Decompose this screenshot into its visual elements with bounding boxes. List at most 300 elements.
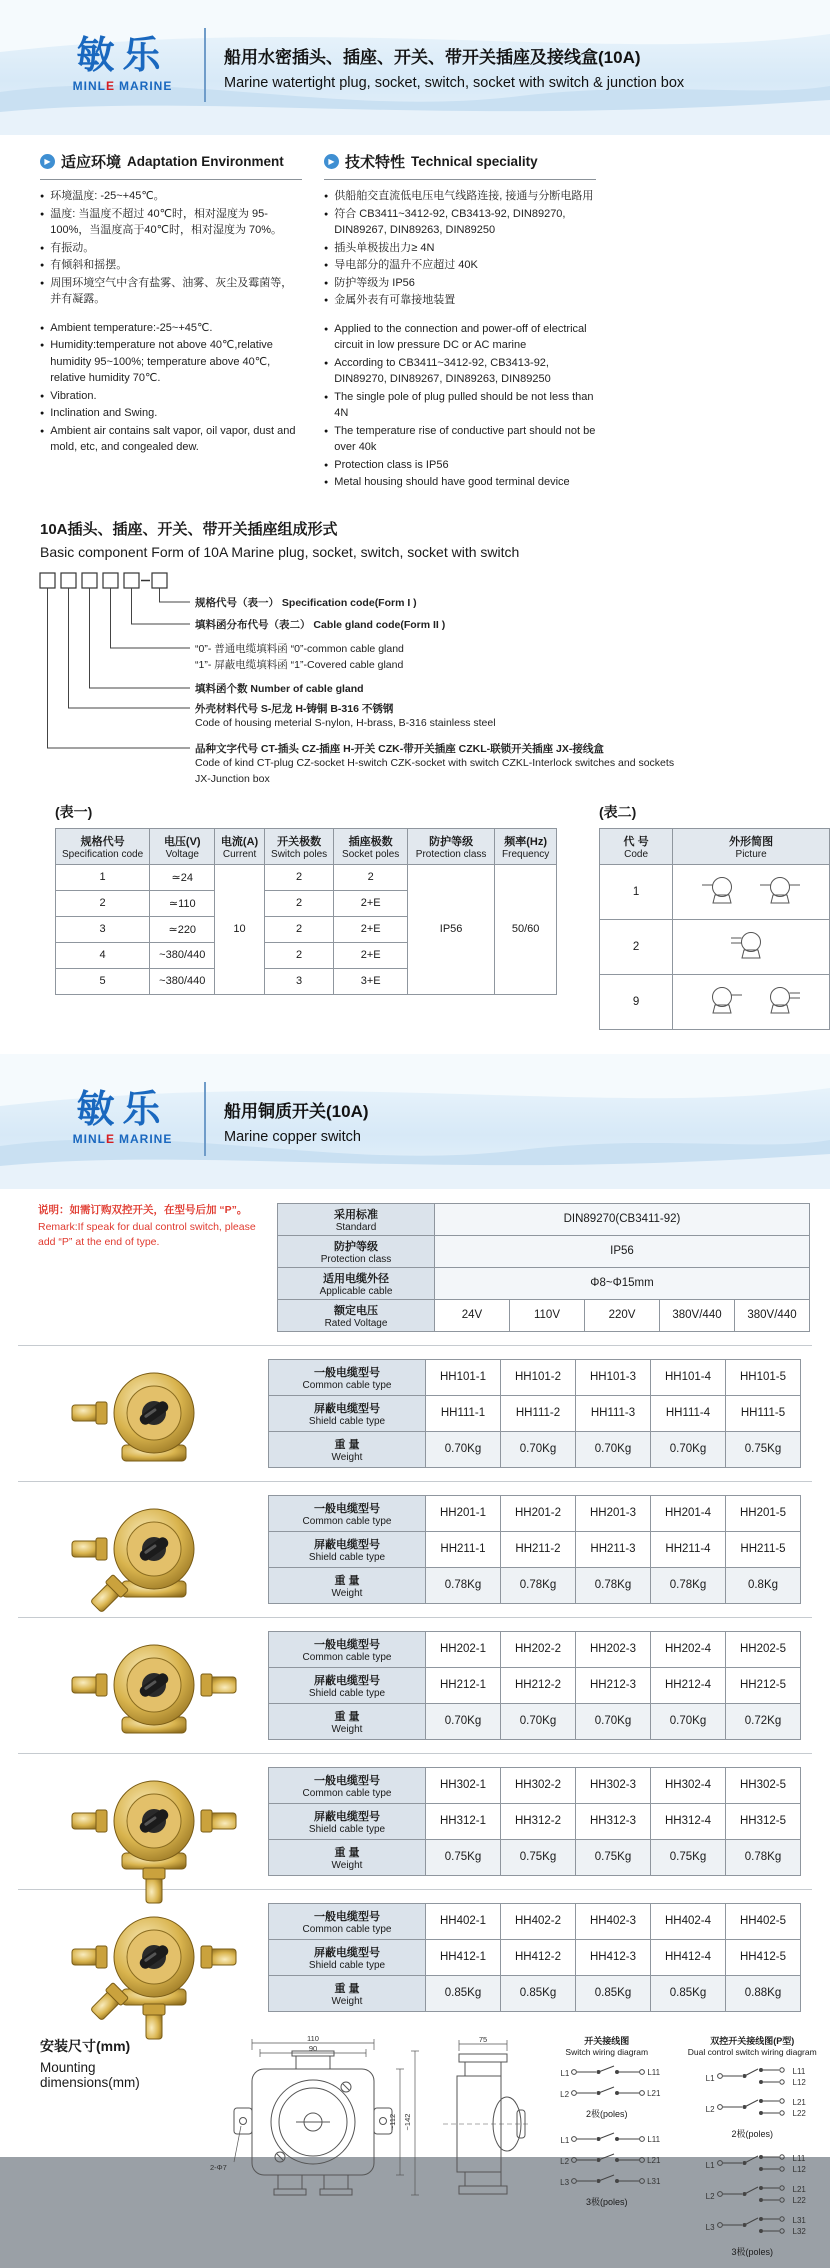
frequency-cell: 50/60	[495, 864, 557, 994]
gland-code-cell: 2	[599, 919, 672, 974]
product-image	[40, 1769, 268, 1873]
row-label-cell	[269, 1531, 426, 1567]
product-photo	[61, 1905, 247, 2009]
bullet-dot-icon: ●	[324, 297, 329, 304]
play-circle-icon: ▶	[40, 154, 55, 169]
row-label-cn: 一般电缆型号	[314, 1638, 380, 1651]
form1-caption: (表一)	[55, 803, 93, 820]
pole-input-label: L2	[560, 2156, 570, 2166]
voltage-cell: ~380/440	[150, 942, 215, 968]
model-value-cell: 0.78Kg	[576, 1567, 651, 1603]
bullet-text: The temperature rise of conductive part should not be over 40k	[334, 424, 596, 453]
bullet-dot-icon: ●	[324, 193, 329, 200]
product-table-row	[269, 1359, 801, 1395]
model-value-cell: HH402-1	[426, 1903, 501, 1939]
pole-output-label: L31	[647, 2176, 661, 2186]
wiring-pole-row	[543, 2172, 670, 2193]
gland-layout-icon	[699, 982, 745, 1018]
gland-picture-cell	[673, 919, 830, 974]
logo-cn-text: 敏乐	[76, 1088, 169, 1131]
mounting-title-en: Mounting dimensions(mm)	[40, 2059, 140, 2090]
spec-label-cell	[278, 1203, 435, 1235]
row-label-cell	[269, 1839, 426, 1875]
form1-table	[55, 828, 557, 995]
composition-section	[40, 518, 830, 560]
row-label-en: Shield cable type	[308, 1415, 386, 1427]
product-photo	[61, 1633, 247, 1737]
model-value-cell: 0.85Kg	[651, 1975, 726, 2011]
spec-label-cn: 采用标准	[334, 1208, 378, 1221]
model-value-cell: 0.70Kg	[651, 1703, 726, 1739]
spec-row	[278, 1203, 810, 1235]
model-value-cell: HH212-3	[576, 1667, 651, 1703]
switch-pole-symbol	[569, 2063, 647, 2079]
wiring-pole-row	[680, 2094, 824, 2125]
bullet-text: According to CB3411~3412-92, CB3413-92, DIN89270, DIN89267, DIN89263, DIN89250	[334, 356, 551, 385]
spec-code-cell: 3	[56, 916, 150, 942]
product-table-row	[269, 1903, 801, 1939]
switch-wiring-diagram	[543, 2034, 670, 2218]
pole-output-label: L22	[792, 2109, 806, 2118]
pole-output-label: L11	[792, 2154, 806, 2164]
bullet-dot-icon: ●	[324, 393, 329, 401]
bullet-item	[40, 405, 302, 422]
model-value-cell: HH402-4	[651, 1903, 726, 1939]
pole-symbol	[715, 2094, 793, 2125]
form1-header-row	[56, 828, 557, 864]
dual-wiring-title-cn: 双控开关接线图(P型)	[710, 2035, 795, 2046]
bullet-dot-icon: ●	[324, 262, 329, 269]
order-remark	[38, 1203, 270, 1251]
mounting-section	[0, 2012, 830, 2268]
model-value-cell: HH201-5	[726, 1495, 801, 1531]
pole-symbol	[569, 2130, 647, 2151]
switch-pole-symbol	[569, 2172, 647, 2188]
row-label-cell	[269, 1395, 426, 1431]
row-label-cell	[269, 1803, 426, 1839]
adaptation-heading-en: Adaptation Environment	[127, 154, 284, 169]
model-value-cell: HH111-3	[576, 1395, 651, 1431]
row-label-cn: 一般电缆型号	[314, 1774, 380, 1787]
voltage-cell: ≃24	[150, 864, 215, 890]
header-en: Code	[624, 848, 649, 860]
adaptation-section	[40, 151, 302, 492]
pole-input-label: L2	[705, 2191, 715, 2201]
product-table-row	[269, 1495, 801, 1531]
bullet-item	[324, 321, 596, 354]
dual-switch-pole-symbol	[715, 2181, 793, 2207]
adaptation-heading	[40, 151, 302, 180]
header-cn: 电流(A)	[220, 835, 259, 848]
socket-poles-cell: 2+E	[334, 916, 407, 942]
socket-poles-cell: 2+E	[334, 942, 407, 968]
row-label-cell	[269, 1431, 426, 1467]
product-table-row	[269, 1631, 801, 1667]
model-value-cell: 0.70Kg	[576, 1703, 651, 1739]
bullet-dot-icon: ●	[40, 244, 45, 252]
dim-side-width: 75	[478, 2034, 488, 2044]
row-label-cn: 屏蔽电缆型号	[314, 1810, 380, 1823]
row-label-cell	[269, 1767, 426, 1803]
model-value-cell: HH101-1	[426, 1359, 501, 1395]
dim-outer-width: 110	[307, 2033, 320, 2043]
spec-code-cell: 4	[56, 942, 150, 968]
composition-title-cn: 10A插头、插座、开关、带开关插座组成形式	[40, 520, 338, 538]
technical-list-en	[324, 321, 596, 491]
pole-output-label: L11	[792, 2067, 806, 2077]
model-value-cell: 0.85Kg	[501, 1975, 576, 2011]
product-table-row	[269, 1839, 801, 1875]
model-value-cell: HH111-1	[426, 1395, 501, 1431]
bullet-dot-icon: ●	[40, 427, 45, 435]
spec-value-cell: DIN89270(CB3411-92)	[435, 1203, 810, 1235]
logo-en-part1: MINL	[72, 1132, 106, 1147]
remark-en: Remark:If speak for dual control switch, please add “P” at the end of type.	[38, 1220, 256, 1248]
bullet-text: The single pole of plug pulled should be not less than 4N	[334, 390, 594, 419]
switch-poles-cell: 3	[264, 968, 334, 994]
bullet-item	[324, 240, 596, 257]
bullet-dot-icon: ●	[40, 324, 45, 332]
spec-label-cell	[278, 1299, 435, 1331]
code-label: JX-Junction box	[195, 772, 270, 785]
socket-poles-cell: 2	[334, 864, 407, 890]
switch-wiring-groups	[543, 2063, 670, 2208]
logo-en-part2: MARINE	[119, 78, 173, 93]
spec-label-cn: 适用电缆外径	[323, 1272, 389, 1285]
code-label: 规格代号（表一） Specification code(Form I )	[195, 596, 417, 609]
dim-body-height: ~112	[388, 2113, 398, 2130]
code-label: Code of kind CT-plug CZ-socket H-switch CZK-socket with switch CZKL-Interlock switches and sockets	[195, 756, 675, 769]
row-label-cell	[269, 1631, 426, 1667]
switch-pole-symbol	[569, 2084, 647, 2100]
separator-line	[18, 1617, 812, 1618]
wiring-group	[543, 2130, 670, 2208]
model-value-cell: HH211-5	[726, 1531, 801, 1567]
dual-switch-pole-symbol	[715, 2212, 793, 2238]
model-value-cell: HH101-4	[651, 1359, 726, 1395]
wiring-group	[543, 2063, 670, 2120]
header-en: Specification code	[62, 848, 144, 860]
product-table	[268, 1631, 801, 1740]
pole-symbol	[715, 2150, 793, 2181]
dim-inner-width: 90	[308, 2043, 318, 2053]
row-label-en: Common cable type	[302, 1379, 392, 1391]
bullet-item	[40, 206, 302, 239]
spec-label-en: Standard	[335, 1221, 377, 1233]
form2-row	[599, 864, 829, 919]
row-label-cn: 一般电缆型号	[314, 1366, 380, 1379]
spec-label-en: Protection class	[320, 1253, 392, 1265]
model-value-cell: HH312-2	[501, 1803, 576, 1839]
page1-title-en: Marine watertight plug, socket, switch, socket with switch & junction box	[224, 75, 685, 91]
spec-label-cell	[278, 1267, 435, 1299]
brand-logo	[55, 1088, 190, 1147]
product-image	[40, 1633, 268, 1737]
wiring-pole-row	[543, 2084, 670, 2105]
pole-output-label: L32	[792, 2227, 806, 2236]
pole-count-label: 2极(poles)	[585, 2108, 628, 2119]
model-value-cell: 0.78Kg	[726, 1839, 801, 1875]
bullet-item	[40, 320, 302, 337]
socket-poles-cell: 3+E	[334, 968, 407, 994]
model-value-cell: HH101-5	[726, 1359, 801, 1395]
header-cn: 规格代号	[80, 835, 125, 848]
row-label-en: Shield cable type	[308, 1959, 386, 1971]
technical-heading-en: Technical speciality	[411, 154, 538, 169]
product-block	[0, 1495, 830, 1604]
pole-output-label: L12	[792, 2078, 806, 2087]
pole-output-label: L21	[647, 2088, 661, 2098]
pole-count-label: 2极(poles)	[731, 2128, 773, 2139]
rated-voltage-cell: 380V/440	[660, 1299, 735, 1331]
mounting-heading	[40, 2034, 198, 2090]
form-tables	[55, 802, 830, 1030]
spec-label-cn: 防护等级	[334, 1240, 378, 1253]
form1-row	[56, 864, 557, 890]
bullet-item	[40, 423, 302, 456]
adaptation-list-en	[40, 320, 302, 456]
gland-layout-icon	[757, 982, 803, 1018]
product-table-row	[269, 1703, 801, 1739]
pole-input-label: L1	[705, 2160, 715, 2170]
model-value-cell: HH412-4	[651, 1939, 726, 1975]
form1-header-cell	[56, 828, 150, 864]
bullet-item	[40, 257, 302, 274]
product-table	[268, 1903, 801, 2012]
product-image	[40, 1905, 268, 2009]
header-cn: 电压(V)	[163, 835, 201, 848]
remark-cn: 说明：如需订购双控开关，在型号后加 “P”。	[38, 1203, 248, 1216]
pole-output-labels	[647, 2068, 660, 2079]
separator-line	[18, 1889, 812, 1890]
pole-symbol	[569, 2063, 647, 2084]
bullet-dot-icon: ●	[324, 461, 329, 469]
product-table-row	[269, 1939, 801, 1975]
pole-output-labels	[793, 2067, 806, 2089]
row-label-cn: 一般电缆型号	[314, 1502, 380, 1515]
spec-label-cn: 额定电压	[334, 1304, 378, 1317]
model-value-cell: HH111-4	[651, 1395, 726, 1431]
wiring-pole-row	[543, 2063, 670, 2084]
header-cn: 防护等级	[429, 835, 474, 848]
rated-voltage-cell: 24V	[435, 1299, 510, 1331]
product-block	[0, 1903, 830, 2012]
model-value-cell: HH412-3	[576, 1939, 651, 1975]
pole-output-label: L21	[792, 2098, 806, 2108]
model-value-cell: 0.75Kg	[426, 1839, 501, 1875]
mounting-title-cn: 安装尺寸(mm)	[40, 2037, 131, 2054]
adaptation-list-cn	[40, 188, 302, 308]
product-list	[0, 1359, 830, 2012]
pole-output-label: L31	[792, 2216, 806, 2226]
bullet-text: 有振动。	[50, 241, 95, 254]
spec-row	[278, 1267, 810, 1299]
technical-heading	[324, 151, 596, 180]
dim-holes: 2-Φ7	[210, 2162, 227, 2172]
row-label-cn: 重 量	[334, 1982, 360, 1995]
wiring-pole-row	[680, 2063, 824, 2094]
bullet-dot-icon: ●	[40, 262, 45, 269]
form1-header-cell	[495, 828, 557, 864]
header-cn: 外形简图	[729, 835, 774, 848]
bullet-item	[324, 474, 596, 491]
form2-row	[599, 919, 829, 974]
product-table-row	[269, 1803, 801, 1839]
brand-logo	[55, 37, 190, 93]
bullet-dot-icon: ●	[324, 427, 329, 435]
header-en: Switch poles	[271, 848, 328, 860]
spec-label-cell	[278, 1235, 435, 1267]
model-value-cell: 0.70Kg	[426, 1703, 501, 1739]
pole-symbol	[569, 2084, 647, 2105]
bullet-text: 符合 CB3411~3412-92, CB3413-92, DIN89270, DIN89267, DIN89263, DIN89250	[334, 207, 566, 236]
form1-header-cell	[150, 828, 215, 864]
mounting-side-view-drawing	[433, 2034, 533, 2206]
row-label-cn: 重 量	[334, 1846, 360, 1859]
pole-output-labels	[647, 2135, 660, 2146]
switch-poles-cell: 2	[264, 916, 334, 942]
bullet-item	[324, 355, 596, 388]
header-en: Protection class	[415, 848, 487, 860]
row-label-en: Common cable type	[302, 1515, 392, 1527]
spec-section	[0, 1203, 830, 1332]
page-header-1	[0, 0, 830, 135]
pole-input-label: L1	[705, 2073, 715, 2083]
row-label-cn: 屏蔽电缆型号	[314, 1402, 380, 1415]
logo-en-accent: E	[105, 1132, 115, 1147]
technical-section	[324, 151, 596, 492]
page2-title-cn: 船用铜质开关(10A)	[224, 1101, 369, 1121]
row-label-cn: 重 量	[334, 1574, 360, 1587]
product-table-row	[269, 1531, 801, 1567]
model-value-cell: 0.88Kg	[726, 1975, 801, 2011]
header-en: Frequency	[502, 848, 550, 860]
code-label: 填料函个数 Number of cable gland	[195, 682, 364, 695]
pole-output-label: L21	[647, 2155, 661, 2165]
model-value-cell: HH201-2	[501, 1495, 576, 1531]
dual-wiring-groups	[680, 2063, 824, 2258]
model-value-cell: HH302-5	[726, 1767, 801, 1803]
model-value-cell: HH412-2	[501, 1939, 576, 1975]
type-code-diagram	[40, 572, 830, 794]
switch-pole-symbol	[569, 2151, 647, 2167]
model-value-cell: HH101-3	[576, 1359, 651, 1395]
pole-input-label: L1	[560, 2068, 570, 2078]
row-label-en: Shield cable type	[308, 1687, 386, 1699]
form2-table	[599, 828, 830, 1030]
model-value-cell: HH212-4	[651, 1667, 726, 1703]
pole-output-label: L11	[647, 2067, 661, 2077]
row-label-cell	[269, 1703, 426, 1739]
model-value-cell: HH412-5	[726, 1939, 801, 1975]
wiring-pole-row	[680, 2181, 824, 2212]
gland-layout-icon	[757, 872, 803, 908]
product-table	[268, 1767, 801, 1876]
model-value-cell: HH312-5	[726, 1803, 801, 1839]
dim-total-height: ~142	[403, 2113, 413, 2130]
pole-symbol	[569, 2151, 647, 2172]
model-value-cell: HH111-2	[501, 1395, 576, 1431]
voltage-cell: ≃110	[150, 890, 215, 916]
bullet-item	[324, 206, 596, 239]
rated-voltage-cell: 220V	[585, 1299, 660, 1331]
row-label-en: Common cable type	[302, 1923, 392, 1935]
model-value-cell: HH312-1	[426, 1803, 501, 1839]
switch-poles-cell: 2	[264, 890, 334, 916]
form1-header-cell	[334, 828, 407, 864]
row-label-en: Common cable type	[302, 1787, 392, 1799]
technical-heading-cn: 技术特性	[345, 154, 406, 171]
model-value-cell: HH212-5	[726, 1667, 801, 1703]
play-circle-icon: ▶	[324, 154, 339, 169]
pole-output-label: L11	[647, 2134, 661, 2144]
model-value-cell: HH211-2	[501, 1531, 576, 1567]
bullet-item	[40, 240, 302, 257]
model-value-cell: 0.72Kg	[726, 1703, 801, 1739]
model-value-cell: 0.78Kg	[426, 1567, 501, 1603]
header-cn: 代 号	[623, 835, 649, 848]
technical-list-cn	[324, 188, 596, 309]
bullet-item	[324, 423, 596, 456]
logo-en-part1: MINL	[72, 78, 106, 93]
model-value-cell: 0.85Kg	[576, 1975, 651, 2011]
dual-switch-pole-symbol	[715, 2094, 793, 2120]
model-value-cell: 0.75Kg	[726, 1431, 801, 1467]
code-label: 填料函分布代号（表二） Cable gland code(Form II )	[195, 618, 446, 631]
pole-input-label: L3	[705, 2222, 715, 2232]
logo-en-text	[55, 1132, 190, 1146]
row-label-cn: 重 量	[334, 1710, 360, 1723]
form1-block	[55, 802, 557, 995]
row-label-cell	[269, 1667, 426, 1703]
product-photo	[61, 1361, 247, 1465]
row-label-en: Weight	[331, 1451, 363, 1463]
switch-pole-symbol	[569, 2130, 647, 2146]
bullet-text: 防护等级为 IP56	[334, 276, 415, 289]
socket-poles-cell: 2+E	[334, 890, 407, 916]
row-label-cell	[269, 1359, 426, 1395]
bullet-text: 温度: 当温度不超过 40℃时，相对湿度为 95-100%，当温度高于40℃时，相对湿度为 70%。	[50, 207, 283, 236]
pole-symbol	[715, 2212, 793, 2243]
row-label-en: Weight	[331, 1587, 363, 1599]
wiring-group	[680, 2150, 824, 2258]
bullet-dot-icon: ●	[324, 244, 329, 252]
spec-row	[278, 1299, 810, 1331]
wiring-pole-row	[543, 2151, 670, 2172]
model-value-cell: HH302-4	[651, 1767, 726, 1803]
rated-voltage-cell: 110V	[510, 1299, 585, 1331]
feature-columns	[0, 135, 830, 492]
bullet-text: Ambient temperature:-25~+45℃.	[50, 321, 213, 334]
bullet-item	[324, 257, 596, 274]
pole-input-label: L1	[560, 2135, 570, 2145]
form2-header-row	[599, 828, 829, 864]
bullet-item	[40, 337, 302, 387]
product-table-row	[269, 1767, 801, 1803]
header-cn: 频率(Hz)	[504, 835, 548, 848]
spec-code-cell: 1	[56, 864, 150, 890]
rated-voltage-cell: 380V/440	[735, 1299, 810, 1331]
bullet-item	[324, 292, 596, 309]
bullet-text: 金属外表有可靠接地装置	[334, 294, 456, 306]
gland-code-cell: 9	[599, 974, 672, 1029]
model-value-cell: HH211-4	[651, 1531, 726, 1567]
product-image	[40, 1497, 268, 1601]
voltage-cell: ~380/440	[150, 968, 215, 994]
model-value-cell: HH302-3	[576, 1767, 651, 1803]
page2-title-en: Marine copper switch	[224, 1128, 361, 1145]
model-value-cell: 0.70Kg	[651, 1431, 726, 1467]
